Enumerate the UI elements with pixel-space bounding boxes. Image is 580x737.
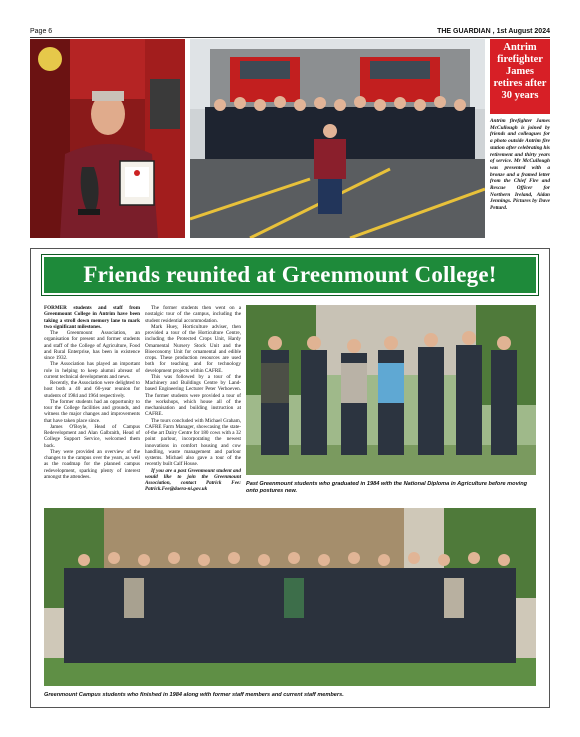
article-paragraph: The Association has played an important role in helping to keep alumni abreast of current technical developments and news. — [44, 361, 140, 380]
firefighter-portrait-photo — [30, 39, 185, 238]
article-headline-banner — [42, 255, 538, 295]
page-number: Page 6 — [30, 28, 53, 35]
article-paragraph: The former students then went on a nostalgic tour of the campus, including the student residential accommodation. — [145, 305, 241, 324]
article-paragraph: This was followed by a tour of the Machinery and Buildings Centre by Land-based Engineering Lecturer Peter Verhoeven. The former students were provided a tour of the workshops, which house all of the mechanisation and building instruction at CAFRE. — [145, 373, 241, 418]
article-headline: Friends reunited at Greenmount College! — [83, 262, 497, 287]
article-column-2 — [145, 305, 241, 493]
graduates-1984-photo — [246, 305, 536, 475]
article-paragraph: They were provided an overview of the changes to the campus over the years, as well as the roadmap for the planned campus redevelopment, sparking plenty of interest amongst the attendees. — [44, 448, 140, 480]
publication-date: THE GUARDIAN , 1st August 2024 — [437, 28, 550, 35]
article-paragraph: James O'Boyle, Head of Campus Redevelopment and Alan Galbraith, Head of College Support Service, welcomed them back. — [44, 423, 140, 449]
sidebar-caption: Antrim firefighter James McCullough is joined by friends and colleagues for a photo outside Antrim fire station after celebrating his retirement and thirty years of service. Mr McCullough was presented with a bronze and a framed letter from the Chief Fire and Rescue Officer for Northern Ireland, Aidan Jennings. Pictures by Dave Pettard. — [490, 118, 550, 212]
header-rule — [30, 37, 550, 38]
article-contact: If you are a past Greenmount student and would like to join the Greenmount Association, contact Patrick Fee: Patrick.Fee@daera-ni.gov.uk — [145, 467, 241, 493]
sidebar-headline-line: Antrim — [503, 42, 537, 53]
article-paragraph: The Greenmount Association, an organisation for present and former students and staff of the College of Agriculture, Food and Rural Enterprise, has been in existence since 1932. — [44, 330, 140, 361]
article-paragraph: Recently, the Association were delighted to host both a 40 and 60-year reunion for students of 1984 and 1964 respectively. — [44, 380, 140, 399]
sidebar-headline-line: retires after — [493, 78, 547, 89]
fire-station-group-photo — [190, 39, 485, 238]
sidebar-headline-line: James — [506, 66, 534, 77]
article-paragraph: The former students had an opportunity to tour the College facilities and grounds, and witness the major changes and improvements that have taken place since. — [44, 398, 140, 424]
article-paragraph: Mark Huey, Horticulture adviser, then provided a tour of the Horticulture Centre, including the Protected Crops Unit, Hardy Ornamental Nursery Stock Unit and the Bioeconomy Unit for ornamental and edible crops. These production resources are used both for teaching and for technology development projects within CAFRE. — [145, 323, 241, 374]
article-column-1 — [44, 305, 140, 480]
campus-group-photo — [44, 508, 536, 686]
sidebar-headline-line: 30 years — [501, 90, 539, 101]
photo1-caption: Past Greenmount students who graduated in 1984 with the National Diploma in Agriculture before moving onto postures new. — [246, 481, 528, 494]
sidebar-headline-line: firefighter — [497, 54, 543, 65]
article-paragraph: The tours concluded with Michael Graham, CAFRE Farm Manager, showcasing the state-of-the art Dairy Centre for 180 cows with a 32 point parlour, incorporating the newest innovations in comfort housing and cow handling, waste management and parlour systems. Michael also gave a tour of the recently built Calf House. — [145, 417, 241, 468]
article-lead: FORMER students and staff from Greenmount College in Antrim have been taking a stroll down memory lane to mark two significant milestones. — [44, 305, 140, 330]
photo2-caption: Greenmount Campus students who finished in 1984 along with former staff members and current staff members. — [44, 692, 344, 698]
sidebar-headline — [490, 39, 550, 114]
